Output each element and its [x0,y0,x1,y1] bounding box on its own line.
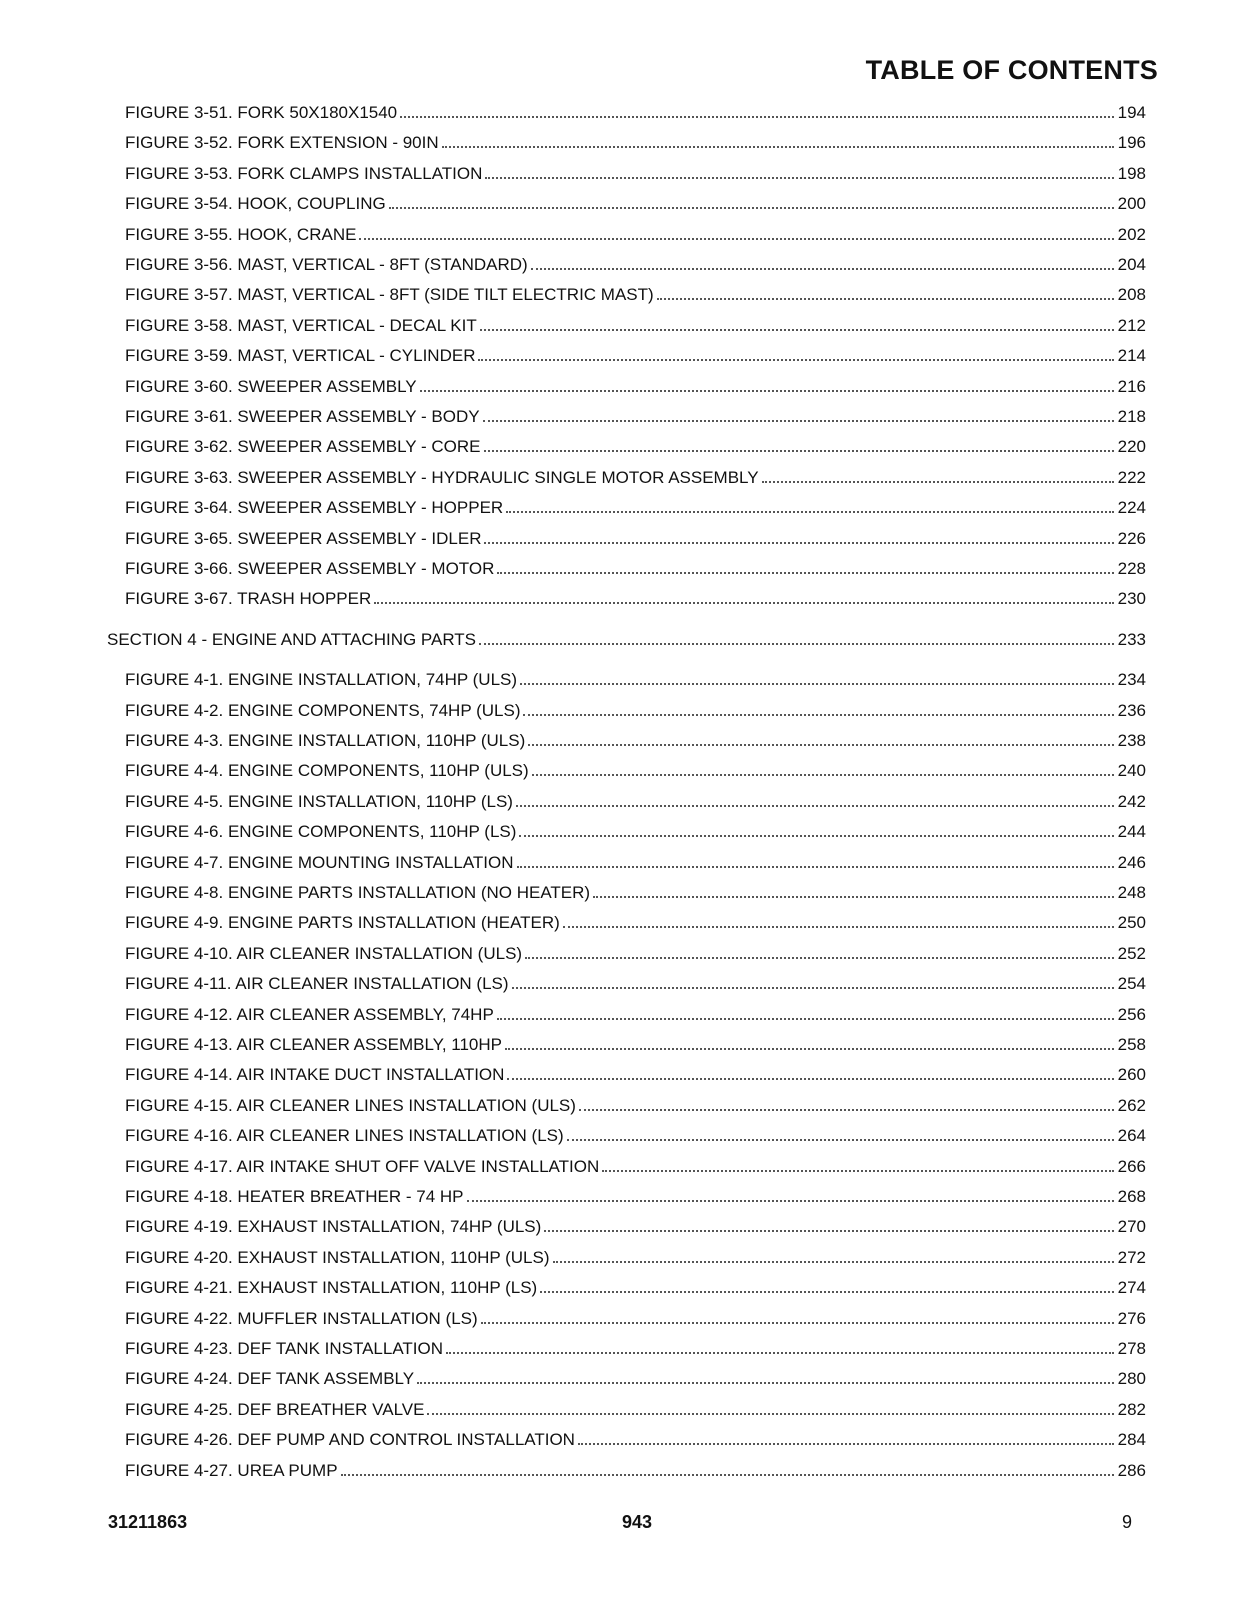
toc-entry-page: 234 [1117,670,1146,690]
toc-figure-entry[interactable] [125,701,1146,727]
toc-entry-page: 258 [1117,1035,1146,1054]
toc-entry-title: FIGURE 4-27. UREA PUMP [125,1460,338,1480]
toc-entry-page: 204 [1117,255,1146,274]
toc-dot-leader [520,683,1114,685]
toc-entry-title: FIGURE 3-65. SWEEPER ASSEMBLY - IDLER [125,528,482,548]
toc-entry-page: 198 [1117,163,1146,183]
toc-entry-page: 272 [1117,1247,1146,1267]
toc-entry-page: 226 [1117,528,1146,548]
toc-entry-title: FIGURE 3-64. SWEEPER ASSEMBLY - HOPPER [125,498,504,518]
toc-figure-entry[interactable] [125,498,1146,524]
toc-dot-leader [485,177,1113,179]
toc-entry-title: FIGURE 4-10. AIR CLEANER INSTALLATION (ULS) [125,943,523,963]
toc-entry-title: FIGURE 3-62. SWEEPER ASSEMBLY - CORE [125,437,481,457]
toc-entry-title: FIGURE 4-2. ENGINE COMPONENTS, 74HP (ULS) [125,700,521,720]
toc-figure-entry[interactable] [125,1400,1146,1426]
toc-figure-entry[interactable] [125,1430,1146,1456]
toc-dot-leader [528,744,1113,746]
toc-entry-page: 222 [1117,467,1146,487]
toc-dot-leader [519,835,1113,837]
toc-entry-page: 280 [1117,1369,1146,1389]
toc-entry-page: 242 [1117,791,1146,811]
toc-entry-title: FIGURE 3-52. FORK EXTENSION - 90IN [125,133,439,153]
toc-entry-title: FIGURE 4-1. ENGINE INSTALLATION, 74HP (ULS) [125,670,518,690]
toc-dot-leader [467,1200,1114,1202]
toc-entry-page: 208 [1117,285,1146,305]
toc-figure-entry[interactable] [125,913,1146,939]
toc-entry-page: 278 [1117,1339,1146,1358]
toc-dot-leader [657,298,1114,300]
toc-dot-leader [341,1474,1114,1476]
toc-entry-title: FIGURE 4-8. ENGINE PARTS INSTALLATION (NO HEATER) [125,883,591,902]
toc-entry-page: 196 [1117,133,1146,153]
toc-entry-page: 248 [1117,883,1146,902]
toc-dot-leader [484,542,1113,544]
toc-dot-leader [532,774,1114,776]
toc-figure-entry[interactable] [125,1157,1146,1183]
toc-entry-title: FIGURE 3-63. SWEEPER ASSEMBLY - HYDRAULIC SINGLE MOTOR ASSEMBLY [125,467,759,487]
toc-dot-leader [531,268,1114,270]
toc-figure-entry[interactable] [125,103,1146,129]
toc-dot-leader [567,1139,1114,1141]
toc-dot-leader [484,450,1114,452]
toc-entry-page: 228 [1117,559,1146,578]
toc-figure-entry[interactable] [125,853,1146,879]
toc-entry-title: FIGURE 4-11. AIR CLEANER INSTALLATION (LS) [125,974,509,994]
toc-dot-leader [544,1230,1113,1232]
toc-entry-title: FIGURE 4-12. AIR CLEANER ASSEMBLY, 74HP [125,1004,494,1024]
toc-dot-leader [602,1170,1113,1172]
toc-entry-title: FIGURE 3-58. MAST, VERTICAL - DECAL KIT [125,315,477,335]
toc-entry-title: FIGURE 4-14. AIR INTAKE DUCT INSTALLATION [125,1065,505,1085]
toc-figure-entry[interactable] [125,944,1146,970]
toc-entry-title: FIGURE 4-13. AIR CLEANER ASSEMBLY, 110HP [125,1035,502,1054]
toc-dot-leader [359,238,1113,240]
toc-entry-page: 276 [1117,1308,1146,1328]
toc-entry-page: 200 [1117,194,1146,214]
toc-dot-leader [563,926,1114,928]
toc-entry-title: FIGURE 4-25. DEF BREATHER VALVE [125,1399,425,1419]
toc-figure-entry[interactable] [125,285,1146,311]
toc-dot-leader [512,987,1114,989]
toc-dot-leader [507,1078,1113,1080]
toc-entry-page: 264 [1117,1126,1146,1146]
toc-entry-page: 240 [1117,761,1146,781]
toc-section-entry[interactable] [107,630,1146,656]
toc-entry-title: FIGURE 3-56. MAST, VERTICAL - 8FT (STANDARD) [125,255,528,274]
toc-entry-page: 216 [1117,376,1146,396]
toc-entry-page: 284 [1117,1430,1146,1450]
toc-entry-page: 214 [1117,346,1146,366]
toc-entry-title: FIGURE 4-5. ENGINE INSTALLATION, 110HP (LS) [125,791,513,811]
toc-entry-page: 262 [1117,1095,1146,1115]
page-title: TABLE OF CONTENTS [865,55,1158,85]
toc-entry-page: 256 [1117,1004,1146,1024]
toc-figure-entry[interactable] [125,1339,1146,1365]
toc-entry-page: 224 [1117,498,1146,518]
toc-figure-entry[interactable] [125,346,1146,372]
toc-entry-page: 230 [1117,589,1146,609]
toc-dot-leader [389,207,1114,209]
toc-figure-entry[interactable] [125,407,1146,433]
toc-figure-entry[interactable] [125,761,1146,787]
toc-entry-page: 254 [1117,974,1146,994]
toc-entry-title: FIGURE 3-66. SWEEPER ASSEMBLY - MOTOR [125,559,495,578]
toc-figure-entry[interactable] [125,822,1146,848]
toc-dot-leader [417,1382,1114,1384]
toc-figure-entry[interactable] [125,670,1146,696]
toc-figure-entry[interactable] [125,133,1146,159]
toc-dot-leader [497,572,1113,574]
toc-dot-leader [374,602,1113,604]
toc-dot-leader [420,390,1114,392]
toc-figure-entry[interactable] [125,1096,1146,1122]
toc-figure-entry[interactable] [125,1369,1146,1395]
toc-entry-title: FIGURE 4-26. DEF PUMP AND CONTROL INSTALLATION [125,1430,575,1450]
toc-entry-title: FIGURE 3-59. MAST, VERTICAL - CYLINDER [125,346,476,366]
toc-figure-entry[interactable] [125,529,1146,555]
toc-figure-entry[interactable] [125,468,1146,494]
toc-entry-title: FIGURE 4-21. EXHAUST INSTALLATION, 110HP (LS) [125,1278,538,1298]
toc-dot-leader [479,643,1114,645]
toc-figure-entry[interactable] [125,1217,1146,1243]
toc-entry-title: FIGURE 4-15. AIR CLEANER LINES INSTALLATION (ULS) [125,1095,576,1115]
footer-page-number: 9 [1122,1512,1133,1532]
toc-dot-leader [762,481,1114,483]
toc-entry-page: 274 [1117,1278,1146,1298]
toc-figure-entry[interactable] [125,1187,1146,1213]
toc-dot-leader [481,1322,1114,1324]
toc-dot-leader [593,896,1114,898]
toc-entry-title: FIGURE 4-18. HEATER BREATHER - 74 HP [125,1187,464,1206]
toc-figure-entry[interactable] [125,255,1146,281]
toc-dot-leader [427,1413,1113,1415]
toc-entry-title: FIGURE 4-6. ENGINE COMPONENTS, 110HP (LS) [125,822,517,842]
footer-model: 943 [622,1512,653,1532]
toc-entry-title: FIGURE 3-57. MAST, VERTICAL - 8FT (SIDE TILT ELECTRIC MAST) [125,285,654,305]
toc-entry-page: 212 [1117,315,1146,335]
toc-figure-entry[interactable] [125,974,1146,1000]
toc-entry-page: 233 [1117,629,1146,649]
toc-entry-page: 244 [1117,822,1146,842]
toc-entry-title: FIGURE 4-17. AIR INTAKE SHUT OFF VALVE INSTALLATION [125,1156,600,1176]
toc-dot-leader [400,116,1113,118]
toc-figure-entry[interactable] [125,1005,1146,1031]
toc-entry-title: FIGURE 3-53. FORK CLAMPS INSTALLATION [125,163,483,183]
toc-figure-entry[interactable] [125,792,1146,818]
toc-dot-leader [442,146,1114,148]
toc-figure-entry[interactable] [125,316,1146,342]
toc-dot-leader [480,329,1114,331]
toc-dot-leader [478,359,1113,361]
toc-entry-page: 260 [1117,1065,1146,1085]
toc-dot-leader [523,714,1113,716]
toc-entry-title: SECTION 4 - ENGINE AND ATTACHING PARTS [107,629,477,649]
toc-dot-leader [578,1443,1114,1445]
toc-entry-title: FIGURE 3-55. HOOK, CRANE [125,224,357,244]
toc-entry-page: 266 [1117,1156,1146,1176]
toc-dot-leader [446,1352,1114,1354]
toc-entry-page: 220 [1117,437,1146,457]
toc-entry-title: FIGURE 4-22. MUFFLER INSTALLATION (LS) [125,1308,478,1328]
toc-figure-entry[interactable] [125,377,1146,403]
toc-entry-title: FIGURE 3-67. TRASH HOPPER [125,589,372,609]
toc-figure-entry[interactable] [125,1461,1146,1487]
toc-figure-entry[interactable] [125,1035,1146,1061]
toc-entry-page: 252 [1117,943,1146,963]
toc-figure-entry[interactable] [125,1278,1146,1304]
toc-figure-entry[interactable] [125,1065,1146,1091]
toc-figure-entry[interactable] [125,437,1146,463]
toc-entry-page: 202 [1117,224,1146,244]
toc-dot-leader [540,1291,1113,1293]
toc-entry-title: FIGURE 4-4. ENGINE COMPONENTS, 110HP (ULS) [125,761,529,781]
toc-figure-entry[interactable] [125,1248,1146,1274]
toc-entry-title: FIGURE 4-9. ENGINE PARTS INSTALLATION (HEATER) [125,913,560,933]
toc-dot-leader [505,1048,1114,1050]
toc-dot-leader [525,957,1114,959]
toc-entry-title: FIGURE 4-3. ENGINE INSTALLATION, 110HP (ULS) [125,731,526,750]
toc-entry-page: 218 [1117,407,1146,426]
toc-figure-entry[interactable] [125,164,1146,190]
toc-dot-leader [516,805,1114,807]
toc-entry-title: FIGURE 4-16. AIR CLEANER LINES INSTALLATION (LS) [125,1126,564,1146]
toc-figure-entry[interactable] [125,1126,1146,1152]
footer-doc-number: 31211863 [108,1512,188,1532]
toc-entry-title: FIGURE 4-20. EXHAUST INSTALLATION, 110HP (ULS) [125,1247,550,1267]
toc-entry-page: 250 [1117,913,1146,933]
toc-dot-leader [497,1018,1114,1020]
toc-figure-entry[interactable] [125,559,1146,585]
toc-entry-page: 194 [1117,103,1146,122]
toc-dot-leader [579,1109,1114,1111]
toc-figure-entry[interactable] [125,1309,1146,1335]
toc-entry-page: 268 [1117,1187,1146,1206]
toc-dot-leader [483,420,1114,422]
toc-dot-leader [553,1261,1114,1263]
toc-entry-title: FIGURE 3-54. HOOK, COUPLING [125,194,386,214]
toc-entry-title: FIGURE 3-51. FORK 50X180X1540 [125,103,398,122]
toc-entry-page: 286 [1117,1460,1146,1480]
toc-figure-entry[interactable] [125,883,1146,909]
toc-dot-leader [517,866,1114,868]
toc-entry-title: FIGURE 4-7. ENGINE MOUNTING INSTALLATION [125,852,514,872]
toc-entry-title: FIGURE 3-60. SWEEPER ASSEMBLY [125,376,417,396]
toc-figure-entry[interactable] [125,194,1146,220]
toc-entry-page: 270 [1117,1217,1146,1237]
toc-figure-entry[interactable] [125,731,1146,757]
toc-entry-page: 238 [1117,731,1146,750]
toc-entry-page: 246 [1117,852,1146,872]
toc-entry-page: 236 [1117,700,1146,720]
toc-entry-title: FIGURE 4-19. EXHAUST INSTALLATION, 74HP (ULS) [125,1217,542,1237]
toc-entry-title: FIGURE 4-23. DEF TANK INSTALLATION [125,1339,444,1358]
toc-entry-page: 282 [1117,1399,1146,1419]
toc-dot-leader [506,511,1113,513]
toc-entry-title: FIGURE 4-24. DEF TANK ASSEMBLY [125,1369,415,1389]
toc-figure-entry[interactable] [125,589,1146,615]
toc-figure-entry[interactable] [125,225,1146,251]
toc-entry-title: FIGURE 3-61. SWEEPER ASSEMBLY - BODY [125,407,480,426]
